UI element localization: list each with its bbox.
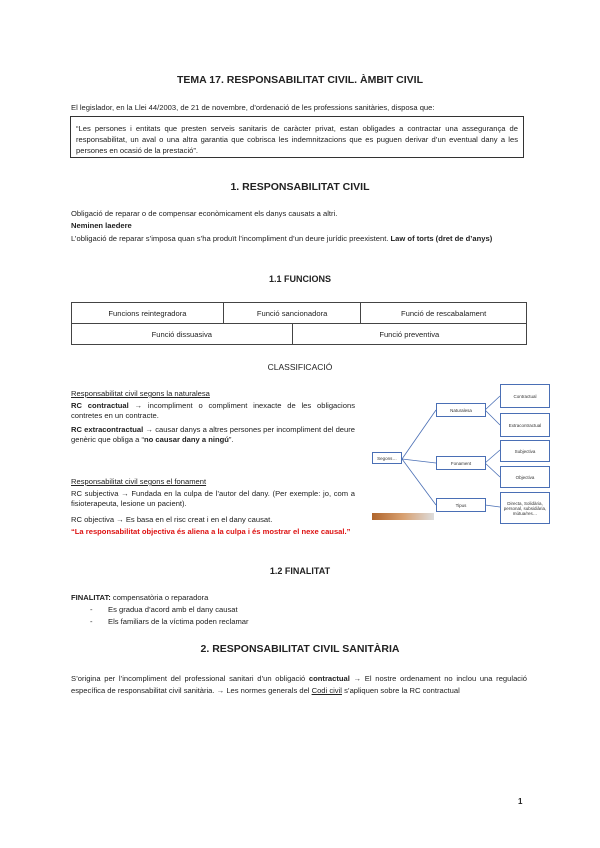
nature-title: Responsabilitat civil segons la naturalesa: [71, 389, 210, 398]
rc-extracontractual-bold: no causar dany a ningú: [144, 435, 229, 445]
rc-contractual-text: → incompliment o compliment inexacte de les obligacions contretes en un contracte.: [71, 401, 355, 421]
rc-extracontractual-paragraph: [71, 425, 355, 445]
tree-node-basis: Fonament: [436, 456, 486, 470]
tree-link: [402, 459, 436, 505]
section2-text-c: s’apliquen sobre la RC contractual: [341, 686, 460, 695]
tree-link: [402, 459, 436, 463]
rc-subjective: RC subjectiva → Fundada en la culpa de l’autor del dany. (Per exemple: jo, com a fisioterapeuta, lesione un pacient).: [71, 489, 355, 509]
tree-leaf-contractual: Contractual: [500, 384, 550, 408]
rc-extracontractual-end: ”.: [228, 435, 234, 445]
tree-leaf-types-detail: Directa, Solidària, personal, subsidiària, mútua/res…: [500, 492, 550, 524]
rc-objective: RC objectiva → Es basa en el risc creat i en el dany causat.: [71, 515, 273, 524]
page-title: TEMA 17. RESPONSABILITAT CIVIL. ÀMBIT CIVIL: [177, 74, 423, 86]
law-of-torts: Law of torts (dret de d’anys): [390, 234, 493, 243]
rc-extracontractual-label: RC extracontractual: [71, 425, 144, 434]
list-item: - Es gradua d’acord amb el dany causat: [90, 605, 238, 614]
basis-title: Responsabilitat civil segons el fonament: [71, 477, 207, 486]
section2-bold: contractual: [308, 674, 350, 683]
obligation-paragraph: [71, 234, 527, 244]
finality-heading: 1.2 FINALITAT: [269, 566, 331, 576]
list-item: - Els familiars de la víctima poden reclamar: [90, 617, 249, 627]
finality-label: FINALITAT:: [71, 593, 111, 602]
tree-link: [485, 410, 500, 425]
tree-link: [485, 396, 500, 410]
finality-text: compensatòria o reparadora: [110, 593, 209, 602]
section1-heading: 1. RESPONSABILITAT CIVIL: [230, 181, 370, 193]
tree-leaf-objective: Objectiva: [500, 466, 550, 488]
tree-leaf-subjective: Subjectiva: [500, 440, 550, 462]
tree-link: [402, 410, 436, 459]
function-cell: Funció dissuasiva: [72, 324, 293, 345]
section2-text-b: → El nostre ordenament no inclou una regulació específica de responsabilitat civil sanitària. → Les normes generals del: [71, 674, 527, 695]
finality-line: [71, 593, 208, 603]
function-cell: Funció sancionadora: [223, 303, 360, 324]
section2-paragraph: [71, 673, 527, 697]
tree-link: [485, 505, 500, 507]
list-item-text: Es gradua d’acord amb el dany causat: [108, 605, 238, 614]
legend-color-bar: [372, 513, 434, 520]
function-cell: Funció de rescabalament: [361, 303, 527, 324]
obligation-text: L’obligació de reparar s’imposa quan s’ha produït l’incompliment d’un deure jurídic preexistent.: [71, 234, 391, 243]
tree-leaf-extracontractual: Extracontractual: [500, 413, 550, 437]
finality-list: [90, 605, 249, 627]
rc-contractual-label: RC contractual: [71, 401, 129, 410]
latin-maxim: Neminen laedere: [71, 221, 132, 230]
tree-link: [485, 463, 500, 477]
function-cell: Funció preventiva: [292, 324, 526, 345]
classification-heading: CLASSIFICACIÓ: [267, 362, 333, 372]
quote-box: “Les persones i entitats que presten serveis sanitaris de caràcter privat, estan obligades a contractar una assegurança de responsabilitat, un aval o una altra garantia que cobrisca les indemnitzacions que es puguen derivar d’un eventual dany a les persones en ocasió de la prestació”.: [70, 116, 524, 158]
functions-table: [71, 302, 527, 345]
page-number: 1: [518, 797, 523, 806]
rc-extracontractual-text: → causar danys a altres persones per incompliment del deure genèric que obliga a “: [71, 425, 355, 445]
tree-node-nature: Naturalesa: [436, 403, 486, 417]
tree-node-types: Tipus: [436, 498, 486, 512]
tree-root: Segons…: [372, 452, 402, 464]
rc-objective-note: “La responsabilitat objectiva és aliena a la culpa i és mostrar el nexe causal.”: [71, 527, 351, 536]
section2-heading: 2. RESPONSABILITAT CIVIL SANITÀRIA: [200, 643, 400, 655]
intro-paragraph: El legislador, en la Llei 44/2003, de 21 de novembre, d’ordenació de les professions sanitàries, disposa que:: [71, 103, 435, 112]
functions-heading: 1.1 FUNCIONS: [268, 274, 331, 284]
list-item-text: Els familiars de la víctima poden reclamar: [108, 617, 249, 627]
function-cell: Funcions reintegradora: [72, 303, 224, 324]
definition-text: Obligació de reparar o de compensar econòmicament els danys causats a altri.: [71, 209, 338, 218]
codi-civil-link: Codi civil: [311, 686, 342, 695]
section2-text-a: S’origina per l’incompliment del professional sanitari d’un obligació: [71, 674, 309, 683]
tree-link: [485, 450, 500, 463]
rc-contractual-paragraph: [71, 401, 355, 421]
